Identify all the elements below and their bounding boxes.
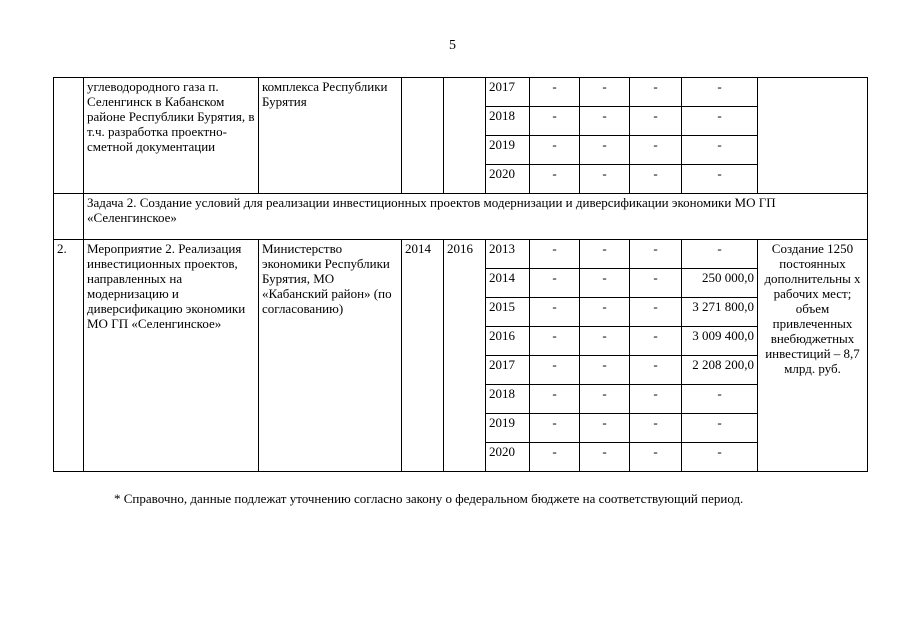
value-cell: - xyxy=(530,240,580,269)
end-year-cell xyxy=(444,78,486,194)
value-cell: - xyxy=(630,356,682,385)
value-cell: - xyxy=(580,298,630,327)
task-number-cell xyxy=(54,194,84,240)
value-cell: - xyxy=(530,136,580,165)
row-number-cell xyxy=(54,78,84,194)
value-cell: 250 000,0 xyxy=(682,269,758,298)
value-cell: - xyxy=(580,107,630,136)
program-table xyxy=(53,77,868,472)
year-cell: 2019 xyxy=(486,136,530,165)
value-cell: - xyxy=(530,78,580,107)
event-name-cell: Мероприятие 2. Реализация инвестиционных проектов, направленных на модернизацию и диверсификацию экономики МО ГП «Селенгинское» xyxy=(84,240,259,472)
start-year-cell xyxy=(402,78,444,194)
year-cell: 2013 xyxy=(486,240,530,269)
value-cell: - xyxy=(580,78,630,107)
value-cell: - xyxy=(580,356,630,385)
result-cell xyxy=(758,78,868,194)
value-cell: - xyxy=(530,327,580,356)
result-cell: Создание 1250 постоянных дополнительны х рабочих мест; объем привлеченных внебюджетных инвестиций – 8,7 млрд. руб. xyxy=(758,240,868,472)
value-cell: - xyxy=(580,165,630,194)
value-cell: - xyxy=(530,269,580,298)
page-number: 5 xyxy=(449,38,456,53)
table-row xyxy=(54,78,868,107)
value-cell: - xyxy=(580,269,630,298)
value-cell: - xyxy=(630,240,682,269)
year-cell: 2020 xyxy=(486,443,530,472)
table-row xyxy=(54,240,868,269)
value-cell: - xyxy=(682,165,758,194)
value-cell: - xyxy=(682,385,758,414)
value-cell: - xyxy=(580,240,630,269)
year-cell: 2019 xyxy=(486,414,530,443)
value-cell: - xyxy=(530,298,580,327)
year-cell: 2018 xyxy=(486,385,530,414)
end-year-cell: 2016 xyxy=(444,240,486,472)
value-cell: - xyxy=(630,385,682,414)
year-cell: 2020 xyxy=(486,165,530,194)
value-cell: 3 009 400,0 xyxy=(682,327,758,356)
value-cell: - xyxy=(630,78,682,107)
executor-cell: комплекса Республики Бурятия xyxy=(259,78,402,194)
year-cell: 2017 xyxy=(486,356,530,385)
value-cell: - xyxy=(530,385,580,414)
executor-cell: Министерство экономики Республики Бурятия, МО «Кабанский район» (по согласованию) xyxy=(259,240,402,472)
value-cell: - xyxy=(530,165,580,194)
value-cell: - xyxy=(580,414,630,443)
value-cell: - xyxy=(682,78,758,107)
year-cell: 2018 xyxy=(486,107,530,136)
year-cell: 2015 xyxy=(486,298,530,327)
value-cell: - xyxy=(682,240,758,269)
value-cell: - xyxy=(530,107,580,136)
start-year-cell: 2014 xyxy=(402,240,444,472)
value-cell: - xyxy=(630,443,682,472)
value-cell: - xyxy=(580,385,630,414)
value-cell: - xyxy=(630,327,682,356)
year-cell: 2017 xyxy=(486,78,530,107)
value-cell: - xyxy=(630,136,682,165)
value-cell: - xyxy=(630,107,682,136)
row-number-cell: 2. xyxy=(54,240,84,472)
value-cell: - xyxy=(630,269,682,298)
value-cell: - xyxy=(630,298,682,327)
value-cell: - xyxy=(630,414,682,443)
value-cell: - xyxy=(530,356,580,385)
footnote: * Справочно, данные подлежат уточнению согласно закону о федеральном бюджете на соответствующий период. xyxy=(114,491,744,506)
value-cell: - xyxy=(530,443,580,472)
value-cell: - xyxy=(682,136,758,165)
year-cell: 2014 xyxy=(486,269,530,298)
event-name-cell: углеводородного газа п. Селенгинск в Кабанском районе Республики Бурятия, в т.ч. разработка проектно-сметной документации xyxy=(84,78,259,194)
value-cell: - xyxy=(682,107,758,136)
value-cell: - xyxy=(530,414,580,443)
value-cell: - xyxy=(580,443,630,472)
value-cell: 3 271 800,0 xyxy=(682,298,758,327)
value-cell: - xyxy=(630,165,682,194)
value-cell: - xyxy=(580,136,630,165)
value-cell: - xyxy=(580,327,630,356)
task-title: Задача 2. Создание условий для реализации инвестиционных проектов модернизации и диверсификации экономики МО ГП «Селенгинское» xyxy=(84,194,868,240)
task-row xyxy=(54,194,868,240)
value-cell: - xyxy=(682,443,758,472)
value-cell: 2 208 200,0 xyxy=(682,356,758,385)
year-cell: 2016 xyxy=(486,327,530,356)
value-cell: - xyxy=(682,414,758,443)
